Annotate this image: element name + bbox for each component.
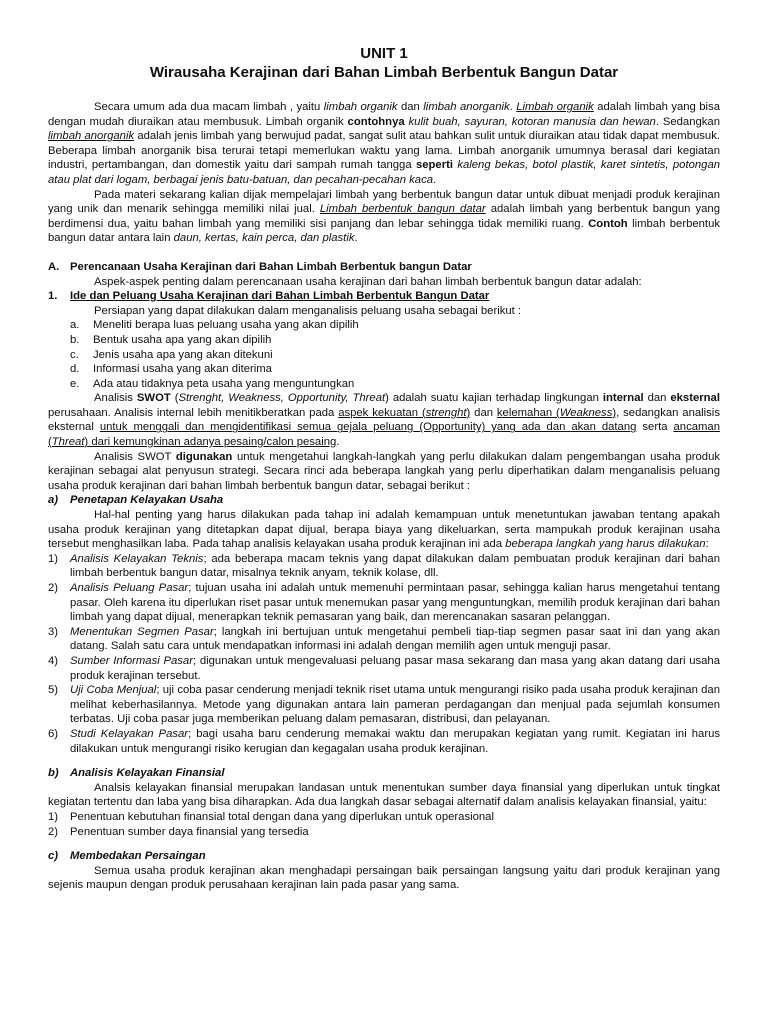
subsection-b-heading: b) Analisis Kelayakan Finansial — [48, 767, 225, 780]
list-item: 1) Penentuan kebutuhan finansial total dengan dana yang diperlukan untuk operasional — [48, 810, 494, 823]
swot-paragraph: Analisis SWOT (Strenght, Weakness, Opportunity, Threat) adalah suatu kajian terhadap lingkungan internal dan eksternal perusahaan. Analisis internal lebih menitikberatkan pada aspek kekuatan (strenght) dan kelemahan (Weakness), sedangkan analisis eksternal untuk menggali dan mengidentifikasi semua gejala peluang (Opportunity) yang ada dan akan datang serta ancaman (Threat) dari kemungkinan adanya pesaing/calon pesaing. — [48, 392, 720, 449]
financial-steps-list — [48, 810, 720, 839]
list-item: 2) Analisis Peluang Pasar; tujuan usaha ini adalah untuk memenuhi permintaan pasar, sehingga kalian harus mengetahui tentang pasar. Oleh karena itu diperlukan riset pasar untuk menemukan pasar yang menguntungkan, memilih produk kerajinan dari bahan limbah yang dapat dijual, menerapkan teknik pemasaran yang baik, dan merencanakan sasaran pelanggan. — [48, 582, 720, 624]
swot-usage-paragraph: Analisis SWOT digunakan untuk mengetahui langkah-langkah yang perlu dilakukan dalam pengembangan usaha produk kerajinan sebagai alat penyusun strategi. Secara rinci ada beberapa langkah yang perlu diperhatikan dalam menganalisis peluang usaha produk kerajinan dari bahan limbah berbentuk bangun datar, sebagai berikut : — [48, 450, 720, 492]
subsection-a-heading: a) Penetapan Kelayakan Usaha — [48, 494, 224, 507]
list-item: c. Jenis usaha apa yang akan ditekuni — [70, 348, 273, 361]
unit-heading: UNIT 1 — [360, 45, 408, 62]
list-item: 2) Penentuan sumber daya finansial yang tersedia — [48, 825, 309, 838]
subsection-b-paragraph: Analsis kelayakan finansial merupakan landasan untuk menentukan sumber daya finansial yang diperlukan untuk tingkat kegiatan tertentu dan laba yang bisa diharapkan. Ada dua langkah dasar sebagai alternatif dalam analisis kelayakan finansial, yaitu: — [48, 781, 720, 809]
subsection-c-paragraph: Semua usaha produk kerajinan akan menghadapi persaingan baik persaingan langsung yaitu dari produk kerajinan yang sejenis maupun dengan produk perusahaan kerajinan lain pada pasar yang sama. — [48, 864, 720, 892]
list-item: 5) Uji Coba Menjual; uji coba pasar cenderung menjadi teknik riset utama untuk mengurangi risiko pada usaha produk kerajinan dan melihat keberhasilannya. Metode yang digunakan antara lain pameran perdagangan dan menjual pada sejumlah konsumen terbatas. Uji coba pasar juga memberikan peluang dalam pemasaran, distribusi, dan pelayanan. — [48, 684, 720, 726]
list-item: e. Ada atau tidaknya peta usaha yang menguntungkan — [70, 377, 355, 390]
document-title: Wirausaha Kerajinan dari Bahan Limbah Berbentuk Bangun Datar — [149, 64, 619, 81]
list-item: b. Bentuk usaha apa yang akan dipilih — [70, 333, 272, 346]
section-a-lead: Aspek-aspek penting dalam perencanaan usaha kerajinan dari bahan limbah berbentuk bangun datar adalah: — [94, 275, 642, 288]
section-1-heading: 1. Ide dan Peluang Usaha Kerajinan dari Bahan Limbah Berbentuk Bangun Datar — [48, 290, 490, 303]
list-item: 3) Menentukan Segmen Pasar; langkah ini bertujuan untuk mengetahui pembeli tiap-tiap segmen pasar saat ini dan yang akan datang. Salah satu cara untuk mendapatkan informasi ini adalah dengan memilih agen untuk menguji pasar. — [48, 625, 720, 653]
list-item: a. Meneliti berapa luas peluang usaha yang akan dipilih — [70, 319, 359, 332]
list-item: d. Informasi usaha yang akan diterima — [70, 363, 272, 376]
feasibility-steps-list — [48, 552, 720, 756]
intro-paragraph-2: Pada materi sekarang kalian dijak mempelajari limbah yang berbentuk bangun datar untuk dibuat menjadi produk kerajinan yang unik dan menarik sehingga memiliki nilai jual. Limbah berbentuk bangun datar adalah limbah yang berbentuk bangun yang berdimensi dua, yaitu bahan limbah yang memiliki sisi panjang dan lebar sehingga tidak memiliki ruang. Contoh limbah berbentuk bangun datar antara lain daun, kertas, kain perca, dan plastik. — [48, 188, 720, 245]
section-a-heading: A. Perencanaan Usaha Kerajinan dari Bahan Limbah Berbentuk bangun Datar — [48, 260, 472, 273]
list-item: 4) Sumber Informasi Pasar; digunakan untuk mengevaluasi peluang pasar masa sekarang dan masa yang akan datang dari usaha produk kerajinan tersebut. — [48, 654, 720, 682]
subsection-a-paragraph: Hal-hal penting yang harus dilakukan pada tahap ini adalah kemampuan untuk menetuntukan jawaban tentang apakah usaha produk kerajinan yang ditetapkan dapat dijual, berapa biaya yang dikeluarkan, serta mampukah produk kerajinan usaha tersebut menghasilkan laba. Pada tahap analisis kelayakan usaha produk kerajinan ini ada beberapa langkah yang harus dilakukan: — [48, 509, 720, 551]
list-item: 1) Analisis Kelayakan Teknis; ada beberapa macam teknis yang dapat dilakukan dalam pembuatan produk kerajinan dari bahan limbah berbentuk bangun datar, misalnya teknik anyam, teknik kolase, dll. — [48, 552, 720, 580]
preparation-list — [48, 318, 720, 391]
section-1-lead: Persiapan yang dapat dilakukan dalam menganalisis peluang usaha sebagai berikut : — [94, 304, 522, 317]
subsection-c-heading: c) Membedakan Persaingan — [48, 850, 206, 863]
intro-paragraph-1: Secara umum ada dua macam limbah , yaitu limbah organik dan limbah anorganik. Limbah organik adalah limbah yang bisa dengan mudah diuraikan atau membusuk. Limbah organik contohnya kulit buah, sayuran, kotoran manusia dan hewan. Sedangkan limbah anorganik adalah jenis limbah yang berwujud padat, sangat sulit atau bahkan sulit untuk diuraikan atau tidak dapat membusuk. Beberapa limbah anorganik bisa terurai tetapi memerlukan waktu yang lama. Limbah anorganik umumnya berasal dari kegiatan industri, pertambangan, dan domestik yaitu dari sampah rumah tangga seperti kaleng bekas, botol plastik, karet sintetis, potongan atau plat dari logam, berbagai jenis batu-batuan, dan pecahan-pecahan kaca. — [48, 101, 721, 186]
list-item: 6) Studi Kelayakan Pasar; bagi usaha baru cenderung memakai waktu dan merupakan kegiatan yang rumit. Kegiatan ini harus dilakukan untuk mengurangi risiko kerugian dan kegagalan usaha produk kerajinan. — [48, 727, 721, 755]
